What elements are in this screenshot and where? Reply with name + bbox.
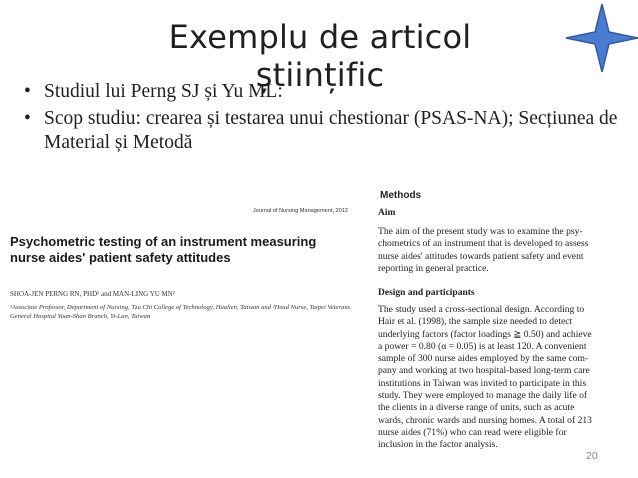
aim-heading: Aim	[378, 208, 396, 218]
design-line: The study used a cross-sectional design. According to	[378, 304, 585, 315]
design-line: study. They were employed to manage the daily life of	[378, 390, 588, 402]
page-number: 20	[586, 450, 598, 462]
four-point-star-icon	[560, 2, 638, 74]
aim-line: The aim of the present study was to examine the psy-	[378, 226, 583, 237]
journal-name: Journal of Nursing Management, 2012	[252, 208, 348, 214]
aim-line: chometrics of an instrument that is developed to assess	[378, 238, 589, 250]
star-shape	[566, 4, 638, 72]
design-line: inclusion in the factor analysis.	[378, 439, 498, 451]
paper-affiliation: ¹Associate Professor, Department of Nursing, Tzu Chi College of Technology, Hualien, Taiwan and ²Head Nurse, Taipei Veterans General Hospital Yuan-Shan Branch, Yi-Lan, Taiwan	[10, 304, 351, 320]
design-line: institutions in Taiwan was invited to participate in this	[378, 377, 587, 389]
design-line: sample of 300 nurse aides employed by the same com-	[378, 353, 589, 365]
paper-authors: SHOA-JEN PERNG RN, PHD¹ and MAN-LING YU MN²	[10, 290, 175, 298]
design-paragraph	[378, 304, 630, 452]
paper-title: Psychometric testing of an instrument measuring nurse aides' patient safety attitudes	[10, 234, 317, 265]
methods-heading: Methods	[380, 190, 422, 201]
design-line: nurse aides (71%) who can read were eligible for	[378, 426, 567, 438]
aim-line: nurse aides' attitudes towards patient safety and event	[378, 250, 584, 262]
bullet-symbol: •	[24, 81, 31, 102]
slide-title: Exemplu de articol științific	[168, 18, 472, 94]
bullet-list	[22, 80, 622, 158]
bullet-symbol: •	[24, 108, 31, 129]
design-line: the clients in a diverse range of units, such as acute	[378, 402, 575, 414]
aim-paragraph	[378, 226, 630, 275]
design-line: a power = 0.80 (α = 0.05) is at least 120. A convenient	[378, 340, 587, 352]
design-line: Hair et al. (1998), the sample size needed to detect	[378, 316, 573, 328]
design-line: underlying factors (factor loadings ≧ 0.50) and achieve	[378, 328, 592, 340]
design-line: wards, chronic wards and nursing homes. A total of 213	[378, 414, 592, 426]
aim-line: reporting in general practice.	[378, 262, 489, 274]
bullet-item	[22, 80, 622, 104]
design-line: pany and working at two hospital-based long-term care	[378, 365, 590, 377]
design-heading: Design and participants	[378, 288, 475, 298]
article-header-image	[0, 184, 358, 478]
bullet-text: Studiul lui Perng SJ și Yu ML:	[44, 81, 283, 102]
bullet-text: Scop studiu: crearea și testarea unui chestionar (PSAS-NA); Secțiunea de Material și Metodă	[44, 108, 618, 153]
bullet-item	[22, 107, 622, 155]
